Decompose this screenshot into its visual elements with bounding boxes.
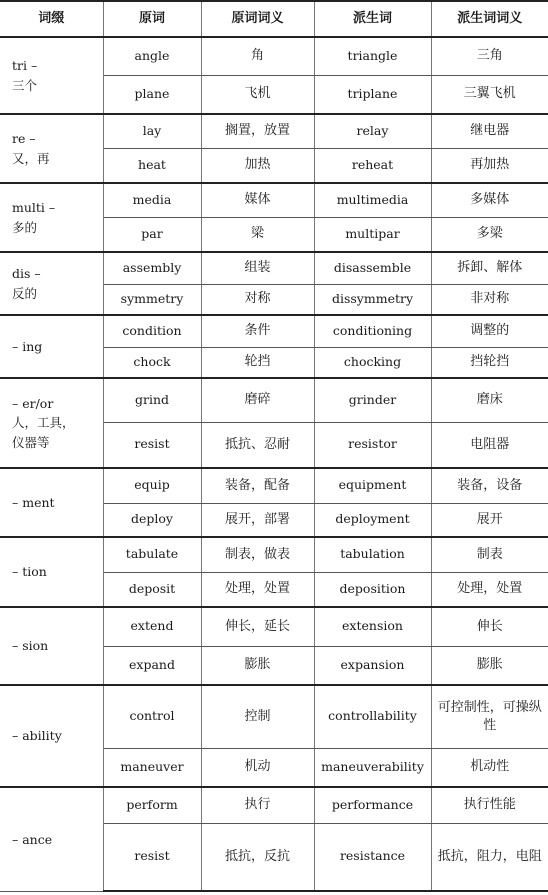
derived-meaning-cell: 制表	[431, 537, 548, 572]
header-derived-meaning: 派生词词义	[431, 1, 548, 37]
derived-meaning-cell: 拆卸、解体	[431, 252, 548, 284]
derived-meaning-cell: 磨床	[431, 378, 548, 422]
derived-meaning-cell: 可控制性，可操纵性	[431, 685, 548, 748]
root-meaning-cell: 控制	[201, 685, 314, 748]
root-word-cell: resist	[103, 422, 201, 468]
header-row	[0, 1, 548, 37]
root-meaning-cell: 组装	[201, 252, 314, 284]
affix-line: re –	[12, 131, 36, 147]
root-word-cell: media	[103, 183, 201, 217]
table-row	[0, 378, 548, 422]
derived-meaning-cell: 装备，设备	[431, 468, 548, 503]
root-word-cell: assembly	[103, 252, 201, 284]
affix-line: – ing	[12, 338, 43, 354]
affix-cell	[0, 37, 103, 114]
affix-line: 多的	[12, 219, 38, 235]
derived-meaning-cell: 抵抗，阻力，电阻	[431, 823, 548, 891]
affix-line: – sion	[12, 638, 49, 654]
root-word-cell: lay	[103, 114, 201, 148]
derived-meaning-cell: 机动性	[431, 748, 548, 787]
table-row	[0, 252, 548, 284]
root-meaning-cell: 伸长，延长	[201, 607, 314, 646]
root-meaning-cell: 抵抗、忍耐	[201, 422, 314, 468]
affix-cell	[0, 183, 103, 252]
derived-word-cell: disassemble	[314, 252, 431, 284]
root-word-cell: grind	[103, 378, 201, 422]
derived-word-cell: chocking	[314, 347, 431, 378]
affix-line: – ment	[12, 494, 55, 510]
affix-line: – ability	[12, 728, 62, 744]
root-meaning-cell: 执行	[201, 787, 314, 823]
affix-cell	[0, 252, 103, 315]
root-meaning-cell: 媒体	[201, 183, 314, 217]
root-word-cell: deploy	[103, 503, 201, 537]
derived-word-cell: performance	[314, 787, 431, 823]
affix-line: dis –	[12, 266, 41, 282]
derived-meaning-cell: 非对称	[431, 284, 548, 315]
root-word-cell: condition	[103, 315, 201, 347]
affix-line: 反的	[12, 285, 38, 301]
table-row	[0, 787, 548, 823]
affix-line: 仪器等	[12, 434, 50, 450]
root-word-cell: symmetry	[103, 284, 201, 315]
affix-line: tri –	[12, 58, 38, 74]
affix-cell	[0, 787, 103, 891]
table-row	[0, 537, 548, 572]
root-meaning-cell: 搁置，放置	[201, 114, 314, 148]
root-word-cell: extend	[103, 607, 201, 646]
derived-word-cell: maneuverability	[314, 748, 431, 787]
root-meaning-cell: 展开，部署	[201, 503, 314, 537]
derived-meaning-cell: 展开	[431, 503, 548, 537]
root-meaning-cell: 膨胀	[201, 646, 314, 685]
root-meaning-cell: 轮挡	[201, 347, 314, 378]
derived-meaning-cell: 多梁	[431, 217, 548, 252]
derived-word-cell: expansion	[314, 646, 431, 685]
derived-meaning-cell: 伸长	[431, 607, 548, 646]
affix-cell	[0, 537, 103, 607]
derived-meaning-cell: 继电器	[431, 114, 548, 148]
derived-word-cell: triplane	[314, 75, 431, 114]
root-word-cell: maneuver	[103, 748, 201, 787]
table-body	[0, 37, 548, 891]
root-word-cell: equip	[103, 468, 201, 503]
derived-word-cell: tabulation	[314, 537, 431, 572]
affix-cell	[0, 114, 103, 183]
affix-line: 三个	[12, 77, 38, 93]
table-row	[0, 37, 548, 75]
derived-word-cell: resistor	[314, 422, 431, 468]
derived-meaning-cell: 膨胀	[431, 646, 548, 685]
root-word-cell: expand	[103, 646, 201, 685]
derived-word-cell: triangle	[314, 37, 431, 75]
affix-line: – ance	[12, 831, 53, 847]
root-meaning-cell: 梁	[201, 217, 314, 252]
affix-cell	[0, 468, 103, 537]
root-word-cell: deposit	[103, 572, 201, 607]
derived-word-cell: deployment	[314, 503, 431, 537]
derived-word-cell: deposition	[314, 572, 431, 607]
derived-word-cell: conditioning	[314, 315, 431, 347]
root-meaning-cell: 角	[201, 37, 314, 75]
root-word-cell: heat	[103, 148, 201, 183]
affix-line: multi –	[12, 200, 56, 216]
affix-line: – er/or	[12, 395, 54, 411]
derived-meaning-cell: 电阻器	[431, 422, 548, 468]
table-row	[0, 685, 548, 748]
root-word-cell: resist	[103, 823, 201, 891]
derived-word-cell: extension	[314, 607, 431, 646]
header-derived-word: 派生词	[314, 1, 431, 37]
derived-word-cell: controllability	[314, 685, 431, 748]
derived-meaning-cell: 调整的	[431, 315, 548, 347]
root-meaning-cell: 对称	[201, 284, 314, 315]
derived-word-cell: resistance	[314, 823, 431, 891]
derived-word-cell: reheat	[314, 148, 431, 183]
root-word-cell: tabulate	[103, 537, 201, 572]
root-word-cell: perform	[103, 787, 201, 823]
root-meaning-cell: 制表，做表	[201, 537, 314, 572]
root-meaning-cell: 装备，配备	[201, 468, 314, 503]
header-affix: 词缀	[0, 1, 103, 37]
root-word-cell: control	[103, 685, 201, 748]
affix-cell	[0, 378, 103, 468]
derived-word-cell: relay	[314, 114, 431, 148]
derived-meaning-cell: 挡轮挡	[431, 347, 548, 378]
derived-meaning-cell: 三角	[431, 37, 548, 75]
root-meaning-cell: 条件	[201, 315, 314, 347]
root-word-cell: chock	[103, 347, 201, 378]
derived-meaning-cell: 多媒体	[431, 183, 548, 217]
derived-word-cell: grinder	[314, 378, 431, 422]
derived-meaning-cell: 执行性能	[431, 787, 548, 823]
header-root-meaning: 原词词义	[201, 1, 314, 37]
root-meaning-cell: 飞机	[201, 75, 314, 114]
affix-line: – tion	[12, 564, 47, 580]
affix-cell	[0, 607, 103, 685]
table-row	[0, 183, 548, 217]
table-row	[0, 468, 548, 503]
table-row	[0, 315, 548, 347]
derived-meaning-cell: 三翼飞机	[431, 75, 548, 114]
derived-word-cell: dissymmetry	[314, 284, 431, 315]
derived-word-cell: multimedia	[314, 183, 431, 217]
affix-cell	[0, 685, 103, 787]
root-meaning-cell: 加热	[201, 148, 314, 183]
root-meaning-cell: 磨碎	[201, 378, 314, 422]
table-row	[0, 607, 548, 646]
affix-cell	[0, 315, 103, 378]
root-word-cell: par	[103, 217, 201, 252]
derived-meaning-cell: 再加热	[431, 148, 548, 183]
root-word-cell: plane	[103, 75, 201, 114]
root-word-cell: angle	[103, 37, 201, 75]
table-row	[0, 114, 548, 148]
affix-line: 又，再	[12, 150, 50, 166]
root-meaning-cell: 机动	[201, 748, 314, 787]
derived-word-cell: multipar	[314, 217, 431, 252]
derived-word-cell: equipment	[314, 468, 431, 503]
derived-meaning-cell: 处理，处置	[431, 572, 548, 607]
root-meaning-cell: 处理，处置	[201, 572, 314, 607]
root-meaning-cell: 抵抗，反抗	[201, 823, 314, 891]
header-root-word: 原词	[103, 1, 201, 37]
affix-line: 人，工具，	[12, 415, 75, 431]
